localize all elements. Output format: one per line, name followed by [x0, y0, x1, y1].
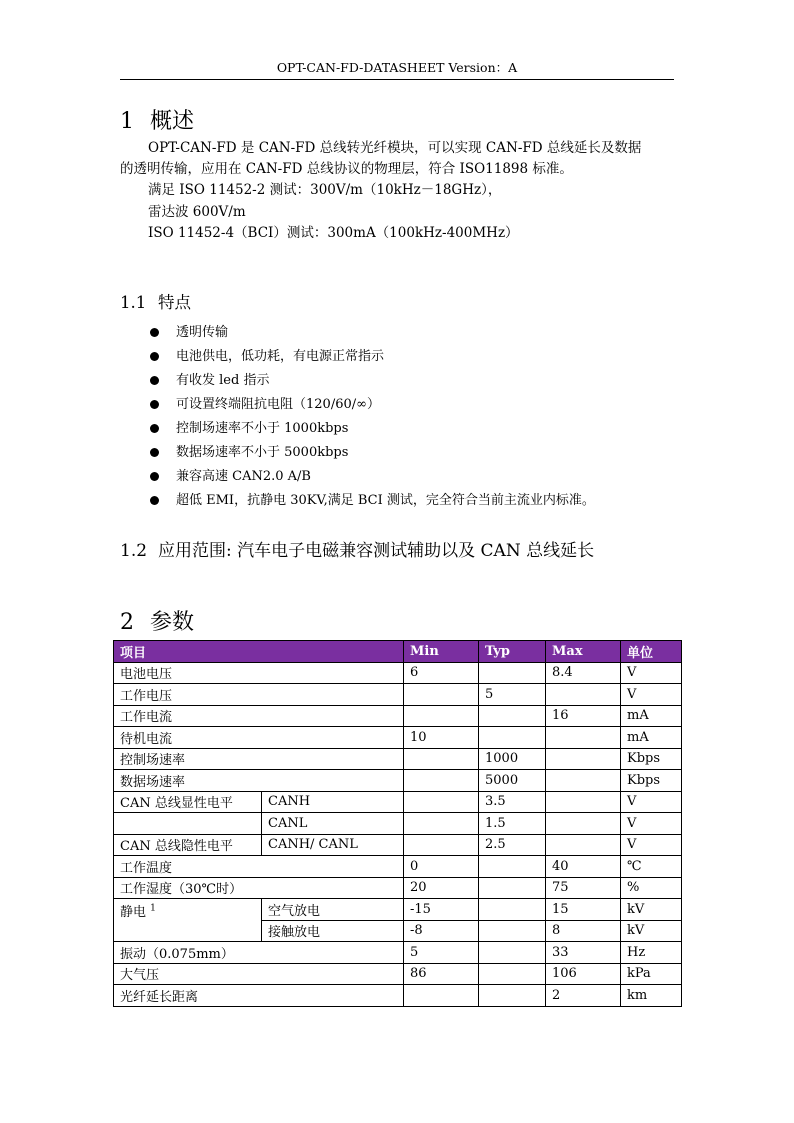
table-cell: [404, 748, 479, 770]
table-cell: [404, 985, 479, 1007]
table-cell: [546, 813, 621, 835]
table-cell: V: [621, 791, 682, 813]
table-cell: [404, 813, 479, 835]
table-row: [114, 985, 682, 1007]
table-cell: 40: [546, 856, 621, 878]
table-cell: [404, 770, 479, 792]
table-cell: kV: [621, 920, 682, 942]
table-cell: 16: [546, 705, 621, 727]
table-cell: 33: [546, 942, 621, 964]
table-cell: 0: [404, 856, 479, 878]
table-row: [114, 727, 682, 749]
table-cell: [479, 899, 546, 921]
table-cell: Kbps: [621, 770, 682, 792]
bullet-icon: [150, 352, 159, 361]
feature-text: 电池供电，低功耗，有电源正常指示: [176, 349, 385, 364]
table-cell: ℃: [621, 856, 682, 878]
table-row: [114, 791, 682, 813]
bullet-icon: [150, 472, 159, 481]
section-1-1-heading: [120, 289, 191, 313]
table-row: [114, 662, 682, 684]
overview-line-3: 满足 ISO 11452-2 测试：300V/m（10kHz－18GHz），: [148, 182, 502, 198]
section-1-2-title: 应用范围: 汽车电子电磁兼容测试辅助以及 CAN 总线延长: [158, 541, 595, 561]
table-cell: 3.5: [479, 791, 546, 813]
overview-line-5: ISO 11452-4（BCI）测试：300mA（100kHz-400MHz）: [148, 225, 519, 241]
feature-text: 有收发 led 指示: [176, 373, 270, 388]
feature-text: 兼容高速 CAN2.0 A/B: [176, 469, 311, 484]
table-cell: CANL: [262, 813, 404, 835]
section-1-number: 1: [120, 109, 134, 134]
table-cell: [479, 985, 546, 1007]
feature-item: [148, 322, 595, 346]
table-cell: 光纤延长距离: [114, 985, 404, 1007]
table-cell: kV: [621, 899, 682, 921]
table-cell: 5: [404, 942, 479, 964]
table-cell: 控制场速率: [114, 748, 404, 770]
section-2-number: 2: [120, 610, 134, 635]
bullet-icon: [150, 400, 159, 409]
table-cell: 振动（0.075mm）: [114, 942, 404, 964]
table-cell: [479, 877, 546, 899]
table-row: [114, 899, 682, 921]
table-cell: [546, 834, 621, 856]
esd-cell: 静电 $^1$: [114, 899, 262, 942]
feature-item: [148, 346, 595, 370]
header-unit: 单位: [621, 641, 682, 663]
feature-list: [148, 322, 595, 514]
table-cell: 5000: [479, 770, 546, 792]
header-min: Min: [404, 641, 479, 663]
table-cell: 2.5: [479, 834, 546, 856]
table-cell: Kbps: [621, 748, 682, 770]
feature-item: [148, 418, 595, 442]
table-cell: kPa: [621, 963, 682, 985]
table-cell: 空气放电: [262, 899, 404, 921]
table-cell: -15: [404, 899, 479, 921]
table-row: [114, 942, 682, 964]
table-cell: CANH/ CANL: [262, 834, 404, 856]
table-cell: CANH: [262, 791, 404, 813]
bullet-icon: [150, 424, 159, 433]
table-cell: 6: [404, 662, 479, 684]
table-cell: 20: [404, 877, 479, 899]
table-cell: [479, 727, 546, 749]
header-max: Max: [546, 641, 621, 663]
table-cell: [479, 856, 546, 878]
table-cell: 1.5: [479, 813, 546, 835]
table-cell: 2: [546, 985, 621, 1007]
table-header-row: [114, 641, 682, 663]
table-row: [114, 748, 682, 770]
table-cell: CAN 总线隐性电平: [114, 834, 262, 856]
table-cell: [479, 942, 546, 964]
table-cell: mA: [621, 705, 682, 727]
table-cell: [404, 791, 479, 813]
table-cell: 工作湿度（30℃时）: [114, 877, 404, 899]
table-cell: km: [621, 985, 682, 1007]
table-cell: [404, 684, 479, 706]
table-cell: [479, 920, 546, 942]
table-cell: 86: [404, 963, 479, 985]
table-cell: 75: [546, 877, 621, 899]
table-cell: 工作电压: [114, 684, 404, 706]
table-cell: V: [621, 813, 682, 835]
header-item: 项目: [114, 641, 404, 663]
table-cell: [479, 662, 546, 684]
footnote-marker: 1: [150, 903, 156, 914]
table-cell: [546, 727, 621, 749]
table-cell: [546, 684, 621, 706]
overview-line-2: 的透明传输，应用在 CAN-FD 总线协议的物理层，符合 ISO11898 标准。: [120, 161, 573, 177]
table-cell: 工作温度: [114, 856, 404, 878]
section-1-2-heading: [120, 536, 594, 561]
table-cell: CAN 总线显性电平: [114, 791, 262, 813]
section-2-heading: [120, 605, 194, 636]
table-row: [114, 813, 682, 835]
table-cell: V: [621, 684, 682, 706]
table-cell: 大气压: [114, 963, 404, 985]
table-cell: 待机电流: [114, 727, 404, 749]
feature-item: [148, 490, 595, 514]
feature-item: [148, 442, 595, 466]
section-1-title: 概述: [150, 109, 195, 134]
parameters-table: [113, 640, 682, 1007]
section-1-1-number: 1.1: [120, 293, 147, 312]
bullet-icon: [150, 328, 159, 337]
table-cell: -8: [404, 920, 479, 942]
table-cell: 106: [546, 963, 621, 985]
page-header: OPT-CAN-FD-DATASHEET Version：A: [276, 60, 518, 75]
bullet-icon: [150, 376, 159, 385]
table-cell: 工作电流: [114, 705, 404, 727]
table-cell: 15: [546, 899, 621, 921]
table-cell: 8.4: [546, 662, 621, 684]
table-row: [114, 705, 682, 727]
overview-line-1: OPT-CAN-FD 是 CAN-FD 总线转光纤模块，可以实现 CAN-FD 总线延长及数据: [148, 140, 642, 156]
table-cell: [404, 705, 479, 727]
table-cell: V: [621, 834, 682, 856]
table-cell: 8: [546, 920, 621, 942]
section-1-2-number: 1.2: [120, 541, 148, 561]
feature-text: 控制场速率不小于 1000kbps: [176, 421, 349, 436]
table-cell: 电池电压: [114, 662, 404, 684]
table-cell: [546, 748, 621, 770]
feature-item: [148, 394, 595, 418]
table-cell: [114, 813, 262, 835]
table-row: [114, 834, 682, 856]
table-cell: mA: [621, 727, 682, 749]
table-cell: [546, 791, 621, 813]
table-cell: %: [621, 877, 682, 899]
table-row: [114, 684, 682, 706]
bullet-icon: [150, 448, 159, 457]
section-2-title: 参数: [150, 610, 195, 635]
header-typ: Typ: [479, 641, 546, 663]
table-cell: [404, 834, 479, 856]
overview-line-4: 雷达波 600V/m: [148, 204, 246, 220]
table-row: [114, 770, 682, 792]
table-cell: Hz: [621, 942, 682, 964]
table-row: [114, 877, 682, 899]
section-1-heading: [120, 104, 194, 135]
table-cell: [479, 705, 546, 727]
feature-text: 数据场速率不小于 5000kbps: [176, 445, 349, 460]
bullet-icon: [150, 496, 159, 505]
section-1-1-title: 特点: [158, 293, 191, 312]
feature-item: [148, 370, 595, 394]
table-cell: [546, 770, 621, 792]
table-row: [114, 856, 682, 878]
feature-text: 超低 EMI，抗静电 30KV,满足 BCI 测试，完全符合当前主流业内标准。: [176, 493, 595, 508]
table-cell: 数据场速率: [114, 770, 404, 792]
header-rule: [120, 79, 674, 80]
table-cell: 1000: [479, 748, 546, 770]
table-cell: V: [621, 662, 682, 684]
feature-text: 透明传输: [176, 325, 229, 340]
table-cell: 5: [479, 684, 546, 706]
feature-item: [148, 466, 595, 490]
table-row: [114, 963, 682, 985]
table-cell: [479, 963, 546, 985]
table-cell: 接触放电: [262, 920, 404, 942]
table-cell: 10: [404, 727, 479, 749]
feature-text: 可设置终端阻抗电阻（120/60/∞）: [176, 397, 380, 412]
